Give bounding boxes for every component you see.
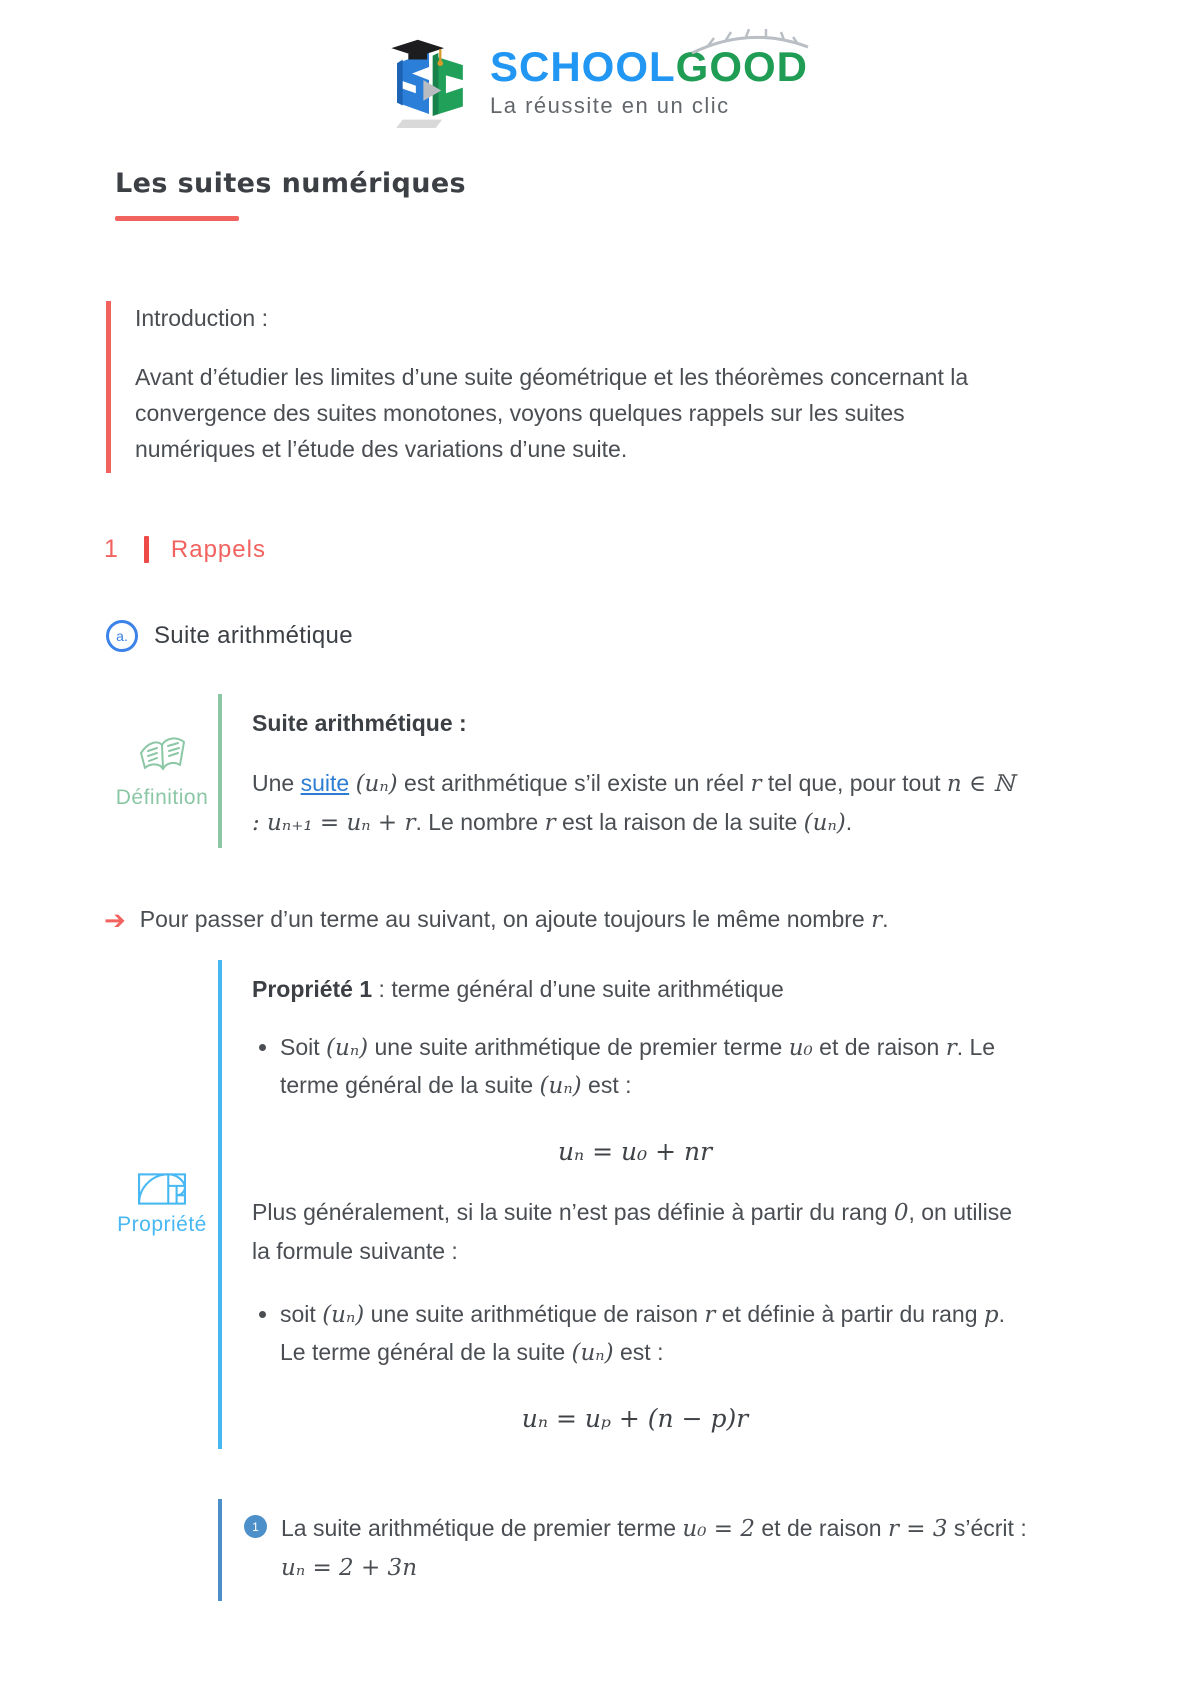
text-segment: Une	[252, 770, 301, 796]
text-segment: .	[845, 809, 853, 835]
subsection-heading	[106, 620, 1190, 652]
text-segment: est arithmétique s’il existe un réel	[397, 770, 751, 796]
laurel-icon	[686, 29, 814, 59]
logo-school-text: SCHOOL	[489, 43, 676, 90]
text-segment: (uₙ)	[355, 771, 398, 797]
property-paragraph	[252, 1193, 1018, 1270]
logo-text	[490, 45, 808, 119]
text-segment: (uₙ)	[326, 1035, 369, 1061]
text-segment: est :	[581, 1072, 632, 1098]
schoolgood-logo	[382, 32, 808, 132]
text-segment: et de raison	[812, 1034, 946, 1060]
text-segment: une suite arithmétique de premier terme	[368, 1034, 789, 1060]
property-heading	[252, 976, 1018, 1003]
key-point-note	[104, 906, 1084, 934]
logo-tagline: La réussite en un clic	[489, 93, 730, 118]
definition-body	[218, 694, 1018, 848]
formula-general-term-rank-p: uₙ = uₚ + (n − p)r	[521, 1404, 749, 1433]
text-segment: une suite arithmétique de raison	[364, 1301, 705, 1327]
text-segment: r	[704, 1302, 716, 1328]
property-heading-rest: : terme général d’une suite arithmétique	[372, 976, 784, 1002]
text-segment: Soit	[280, 1034, 327, 1060]
text-segment: et définie à partir du rang	[715, 1301, 984, 1327]
schoolgood-monogram-icon	[382, 32, 476, 132]
open-book-icon	[136, 732, 188, 778]
text-segment: Pour passer d’un terme au suivant, on ajoute toujours le même nombre	[139, 906, 872, 932]
text-segment: r	[871, 907, 883, 933]
text-segment: n ∈ ℕ : uₙ₊₁ = uₙ + r	[252, 771, 1015, 836]
text-segment: et de raison	[754, 1515, 888, 1541]
page-title: Les suites numériques	[115, 168, 467, 199]
logo-good-text: GOOD	[675, 43, 808, 90]
introduction-label: Introduction :	[135, 305, 268, 331]
property-bullets-2	[280, 1296, 1018, 1372]
subsection-title: Suite arithmétique	[154, 622, 353, 649]
page-header	[0, 0, 1190, 132]
section-tick-bar	[144, 536, 149, 563]
section-number: 1	[104, 535, 118, 563]
subsection-marker-badge: a.	[106, 620, 138, 652]
text-segment: r	[945, 1035, 957, 1061]
section-title: Rappels	[170, 535, 266, 563]
definition-label: Définition	[115, 786, 209, 809]
text-segment: (uₙ)	[803, 810, 846, 836]
text-segment: , on utilise la formule suivante :	[252, 1199, 1013, 1264]
definition-heading: Suite arithmétique :	[252, 710, 467, 736]
definition-text	[252, 764, 1018, 842]
text-segment: (uₙ)	[322, 1302, 365, 1328]
key-point-text	[140, 906, 889, 933]
definition-block	[106, 694, 1190, 848]
text-segment: tel que, pour tout	[761, 770, 947, 796]
property-label: Propriété	[117, 1212, 207, 1236]
text-segment: p	[983, 1302, 999, 1328]
text-segment: s’écrit :	[947, 1515, 1027, 1541]
introduction-block	[106, 301, 1006, 473]
text-segment: est la raison de la suite	[555, 809, 804, 835]
text-segment: soit	[280, 1301, 323, 1327]
text-segment: (uₙ)	[539, 1073, 582, 1099]
text-segment: . Le nombre	[415, 809, 545, 835]
section-heading	[104, 535, 1190, 564]
text-segment: r = 3	[887, 1516, 948, 1542]
inline-link[interactable]: suite	[300, 770, 350, 796]
property-bullet-1	[280, 1029, 1018, 1105]
property-body	[218, 960, 1018, 1449]
property-block	[106, 960, 1190, 1449]
example-text	[281, 1509, 1048, 1587]
text-segment: .	[882, 906, 889, 932]
text-segment: (uₙ)	[571, 1340, 614, 1366]
property-bullet-2	[280, 1296, 1018, 1372]
text-segment: Plus généralement, si la suite n’est pas définie à partir du rang	[252, 1199, 894, 1225]
arrow-icon: ➔	[104, 905, 126, 935]
property-heading-bold: Propriété 1	[252, 976, 373, 1002]
text-segment: . Le terme général de la suite	[280, 1034, 996, 1098]
title-underline	[115, 216, 239, 221]
formula-general-term: uₙ = u₀ + nr	[557, 1137, 713, 1166]
text-segment: 0	[893, 1200, 909, 1226]
golden-ratio-icon	[138, 1173, 186, 1205]
text-segment: u₀ = 2	[682, 1516, 755, 1542]
example-block	[218, 1499, 1048, 1601]
introduction-text: Avant d’étudier les limites d’une suite géométrique et les théorèmes concernant la convergence des suites monotones, voyons quelques rappels sur les suites numériques et l’étude des variations d’une suite.	[135, 364, 969, 462]
text-segment: La suite arithmétique de premier terme	[281, 1515, 683, 1541]
text-segment: est :	[613, 1339, 664, 1365]
property-bullets-1	[280, 1029, 1018, 1105]
property-side	[106, 960, 218, 1449]
text-segment: r	[544, 810, 556, 836]
example-number-badge: 1	[244, 1515, 267, 1538]
text-segment: r	[750, 771, 762, 797]
definition-side	[106, 694, 218, 848]
logo-wordmark	[490, 45, 808, 89]
text-segment: u₀	[788, 1035, 813, 1061]
text-segment: uₙ = 2 + 3n	[281, 1555, 418, 1581]
text-segment: . Le terme général de la suite	[280, 1301, 1005, 1365]
